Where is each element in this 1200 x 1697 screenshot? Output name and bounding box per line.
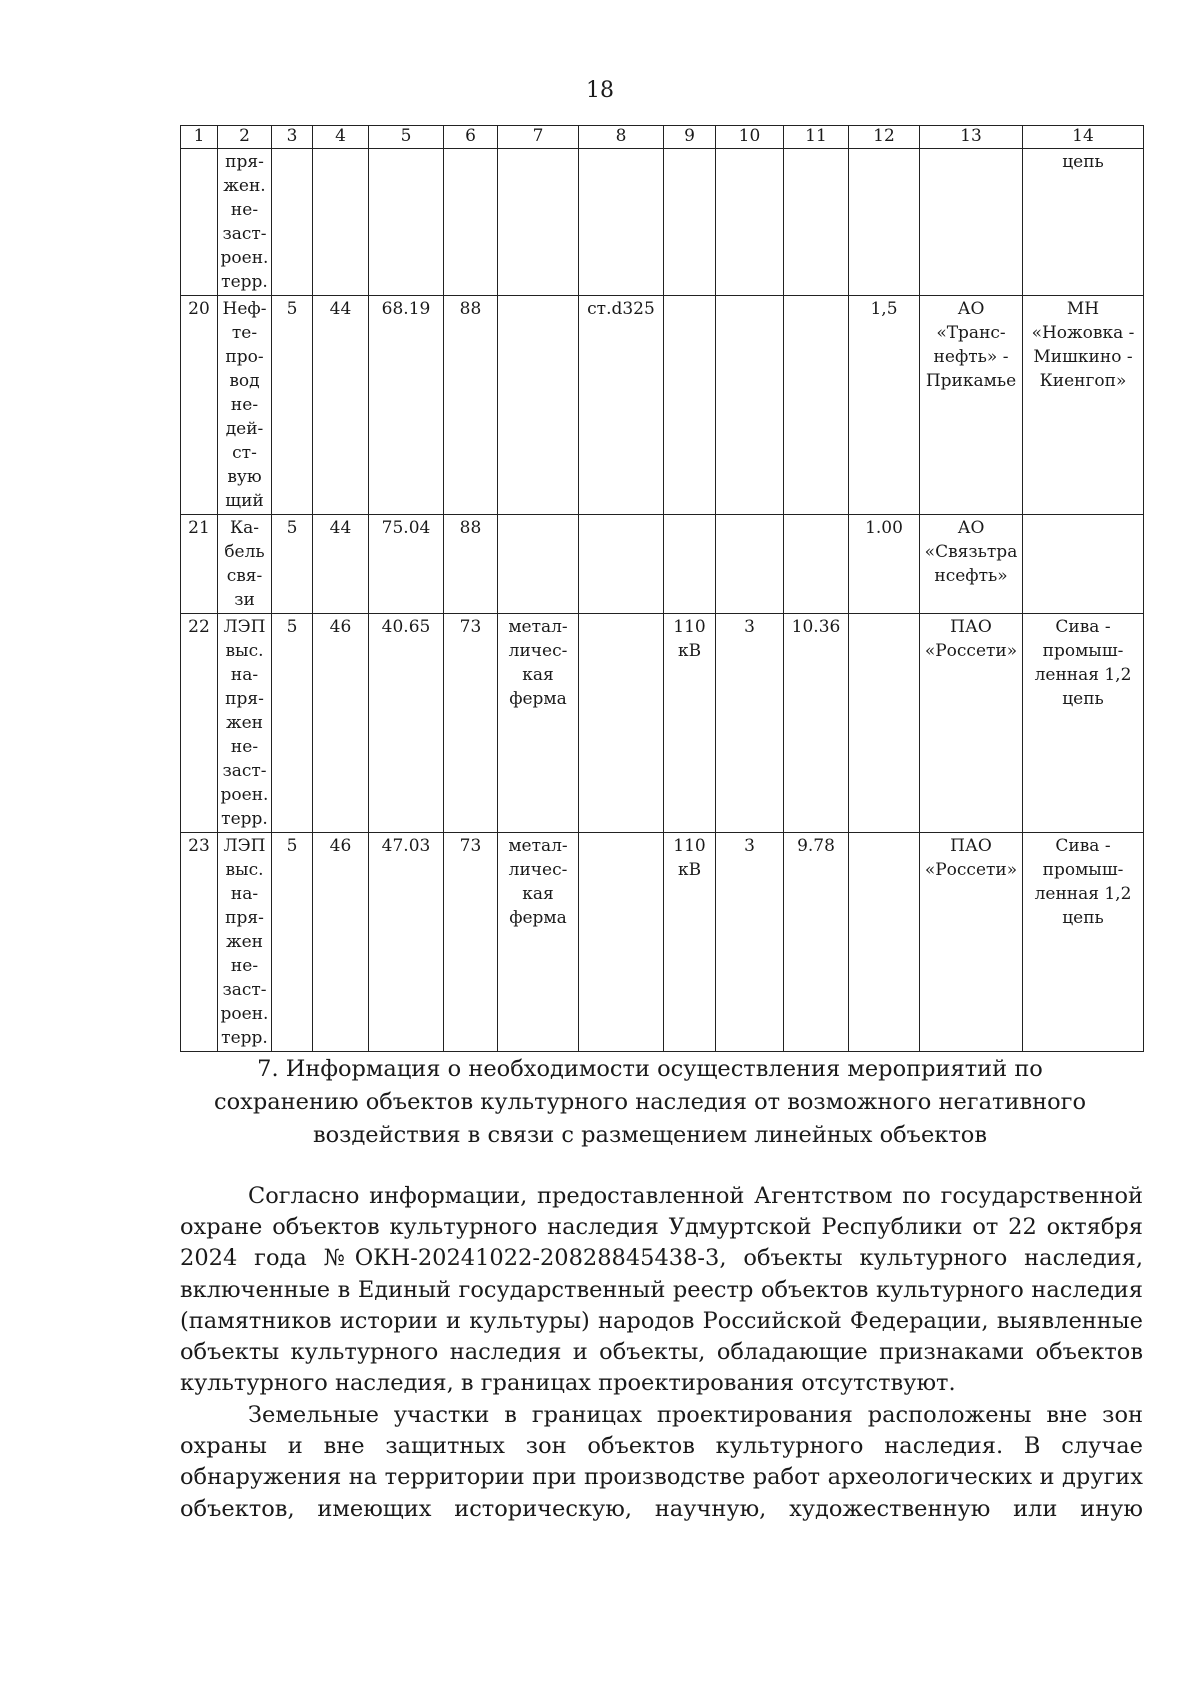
cell-text: 9.78	[797, 836, 835, 856]
table-cell	[444, 515, 498, 614]
cell-text: пря- жен. не- заст- роен. терр.	[220, 152, 269, 292]
table-row	[181, 149, 1144, 296]
table-cell	[664, 149, 716, 296]
table-cell	[218, 515, 272, 614]
table-cell	[579, 296, 664, 515]
table-cell	[272, 296, 313, 515]
table-cell	[181, 515, 218, 614]
column-header: 9	[664, 126, 716, 149]
table-header-row	[181, 126, 1144, 149]
table-cell	[849, 833, 920, 1052]
table-cell	[218, 149, 272, 296]
table-cell	[849, 515, 920, 614]
table-cell	[369, 149, 444, 296]
table-cell	[272, 149, 313, 296]
table-cell	[498, 149, 579, 296]
cell-text: 110 кВ	[673, 836, 706, 880]
column-header: 2	[218, 126, 272, 149]
table-cell	[716, 614, 784, 833]
table-cell	[849, 296, 920, 515]
cell-text: ПАО «Россети»	[924, 617, 1018, 661]
table-cell	[181, 149, 218, 296]
cell-text: 88	[459, 518, 482, 538]
cell-text: 68.19	[381, 299, 431, 319]
cell-text: 110 кВ	[673, 617, 706, 661]
table-cell	[716, 296, 784, 515]
cell-text: 5	[286, 836, 298, 856]
cell-text: 44	[329, 299, 352, 319]
table-cell	[849, 149, 920, 296]
table-cell	[920, 296, 1023, 515]
column-header: 3	[272, 126, 313, 149]
cell-text: 3	[744, 617, 755, 637]
table-cell	[716, 149, 784, 296]
table-cell	[313, 149, 369, 296]
table-cell	[1023, 833, 1144, 1052]
cell-text: 73	[459, 836, 482, 856]
paragraph-1: Согласно информации, предоставленной Агентством по государственной охране объектов культурного наследия Удмуртской Республики от 22 октября 2024 года №ОКН-20241022-20828845438-3, объекты культурного наследия, включенные в Единый государственный реестр объектов культурного наследия (памятников истории и культуры) народов Российской Федерации, выявленные объекты культурного наследия и объекты, обладающие признаками объектов культурного наследия, в границах проектирования отсутствуют.	[180, 1183, 1143, 1397]
table-cell	[664, 515, 716, 614]
table-cell	[849, 614, 920, 833]
column-header: 5	[369, 126, 444, 149]
column-header: 8	[579, 126, 664, 149]
cell-text: АО «Связьтра нсефть»	[924, 518, 1018, 586]
cell-text: 75.04	[381, 518, 431, 538]
cell-text: 20	[188, 299, 210, 319]
table-cell	[181, 296, 218, 515]
cell-text: 47.03	[381, 836, 431, 856]
table-cell	[369, 515, 444, 614]
table-cell	[664, 296, 716, 515]
table-cell	[313, 833, 369, 1052]
paragraph-2: Земельные участки в границах проектирования расположены вне зон охраны и вне защитных зон объектов культурного наследия. В случае обнаружения на территории при производстве работ археологических и других объектов, имеющих историческую, научную, художественную или иную	[180, 1402, 1143, 1522]
table-row	[181, 515, 1144, 614]
table-cell	[1023, 515, 1144, 614]
table-cell	[218, 614, 272, 833]
cell-text: ПАО «Россети»	[924, 836, 1018, 880]
table-cell	[313, 296, 369, 515]
cell-text: 3	[744, 836, 755, 856]
cell-text: 22	[188, 617, 210, 637]
table-cell	[498, 515, 579, 614]
table-cell	[784, 833, 849, 1052]
cell-text: 21	[188, 518, 210, 538]
table-cell	[369, 296, 444, 515]
cell-text: 46	[329, 836, 352, 856]
cell-text: Сива - промыш- ленная 1,2 цепь	[1034, 617, 1132, 709]
table-cell	[1023, 149, 1144, 296]
table-cell	[716, 515, 784, 614]
cell-text: 44	[329, 518, 352, 538]
cell-text: ст.d325	[587, 299, 655, 319]
cell-text: 5	[286, 299, 298, 319]
data-table	[180, 125, 1144, 1052]
table-cell	[920, 149, 1023, 296]
table-cell	[664, 833, 716, 1052]
cell-text: ЛЭП выс. на- пря- жен не- заст- роен. терр.	[220, 836, 269, 1048]
table-cell	[313, 614, 369, 833]
table-cell	[784, 296, 849, 515]
table-cell	[716, 833, 784, 1052]
cell-text: 5	[286, 617, 298, 637]
cell-text: 5	[286, 518, 298, 538]
table-cell	[498, 614, 579, 833]
table-cell	[784, 515, 849, 614]
table-row	[181, 614, 1144, 833]
table-row	[181, 833, 1144, 1052]
cell-text: цепь	[1062, 152, 1104, 172]
section-heading	[200, 1053, 1100, 1152]
column-header: 4	[313, 126, 369, 149]
table-cell	[1023, 614, 1144, 833]
cell-text: метал- личес- кая ферма	[508, 617, 568, 709]
table-cell	[181, 614, 218, 833]
table-row	[181, 296, 1144, 515]
table-cell	[181, 833, 218, 1052]
cell-text: 88	[459, 299, 482, 319]
table-cell	[784, 614, 849, 833]
column-header: 14	[1023, 126, 1144, 149]
table-cell	[444, 296, 498, 515]
table-cell	[784, 149, 849, 296]
table-cell	[444, 149, 498, 296]
cell-text: 40.65	[381, 617, 431, 637]
table-cell	[920, 515, 1023, 614]
column-header: 13	[920, 126, 1023, 149]
page-number: 18	[586, 78, 614, 103]
column-header: 12	[849, 126, 920, 149]
column-header: 7	[498, 126, 579, 149]
table-cell	[579, 614, 664, 833]
column-header: 6	[444, 126, 498, 149]
table-cell	[272, 833, 313, 1052]
table-cell	[664, 614, 716, 833]
column-header: 1	[181, 126, 218, 149]
cell-text: ЛЭП выс. на- пря- жен не- заст- роен. терр.	[220, 617, 269, 829]
table-cell	[369, 614, 444, 833]
cell-text: метал- личес- кая ферма	[508, 836, 568, 928]
cell-text: МН «Ножовка - Мишкино - Киенгоп»	[1031, 299, 1135, 391]
table-cell	[579, 515, 664, 614]
table-cell	[920, 833, 1023, 1052]
cell-text: Неф- те- про- вод не- дей- ст- вую щий	[222, 299, 267, 511]
column-header: 10	[716, 126, 784, 149]
table-cell	[369, 833, 444, 1052]
table-cell	[218, 296, 272, 515]
cell-text: Ка- бель свя- зи	[224, 518, 265, 610]
section-heading-text: 7. Информация о необходимости осуществления мероприятий по сохранению объектов культурного наследия от возможного негативного воздействия в связи с размещением линейных объектов	[214, 1056, 1086, 1148]
cell-text: 1,5	[870, 299, 898, 319]
table-cell	[444, 614, 498, 833]
cell-text: 10.36	[791, 617, 841, 637]
table-cell	[579, 149, 664, 296]
cell-text: Сива - промыш- ленная 1,2 цепь	[1034, 836, 1132, 928]
table-cell	[313, 515, 369, 614]
table-cell	[272, 515, 313, 614]
table-cell	[920, 614, 1023, 833]
cell-text: 1.00	[865, 518, 903, 538]
cell-text: 46	[329, 617, 352, 637]
cell-text: 73	[459, 617, 482, 637]
table-cell	[1023, 296, 1144, 515]
cell-text: 23	[188, 836, 210, 856]
table-cell	[272, 614, 313, 833]
cell-text: АО «Транс- нефть» - Прикамье	[925, 299, 1017, 391]
table-cell	[498, 296, 579, 515]
table-cell	[498, 833, 579, 1052]
table-cell	[579, 833, 664, 1052]
table-cell	[218, 833, 272, 1052]
column-header: 11	[784, 126, 849, 149]
table-cell	[444, 833, 498, 1052]
